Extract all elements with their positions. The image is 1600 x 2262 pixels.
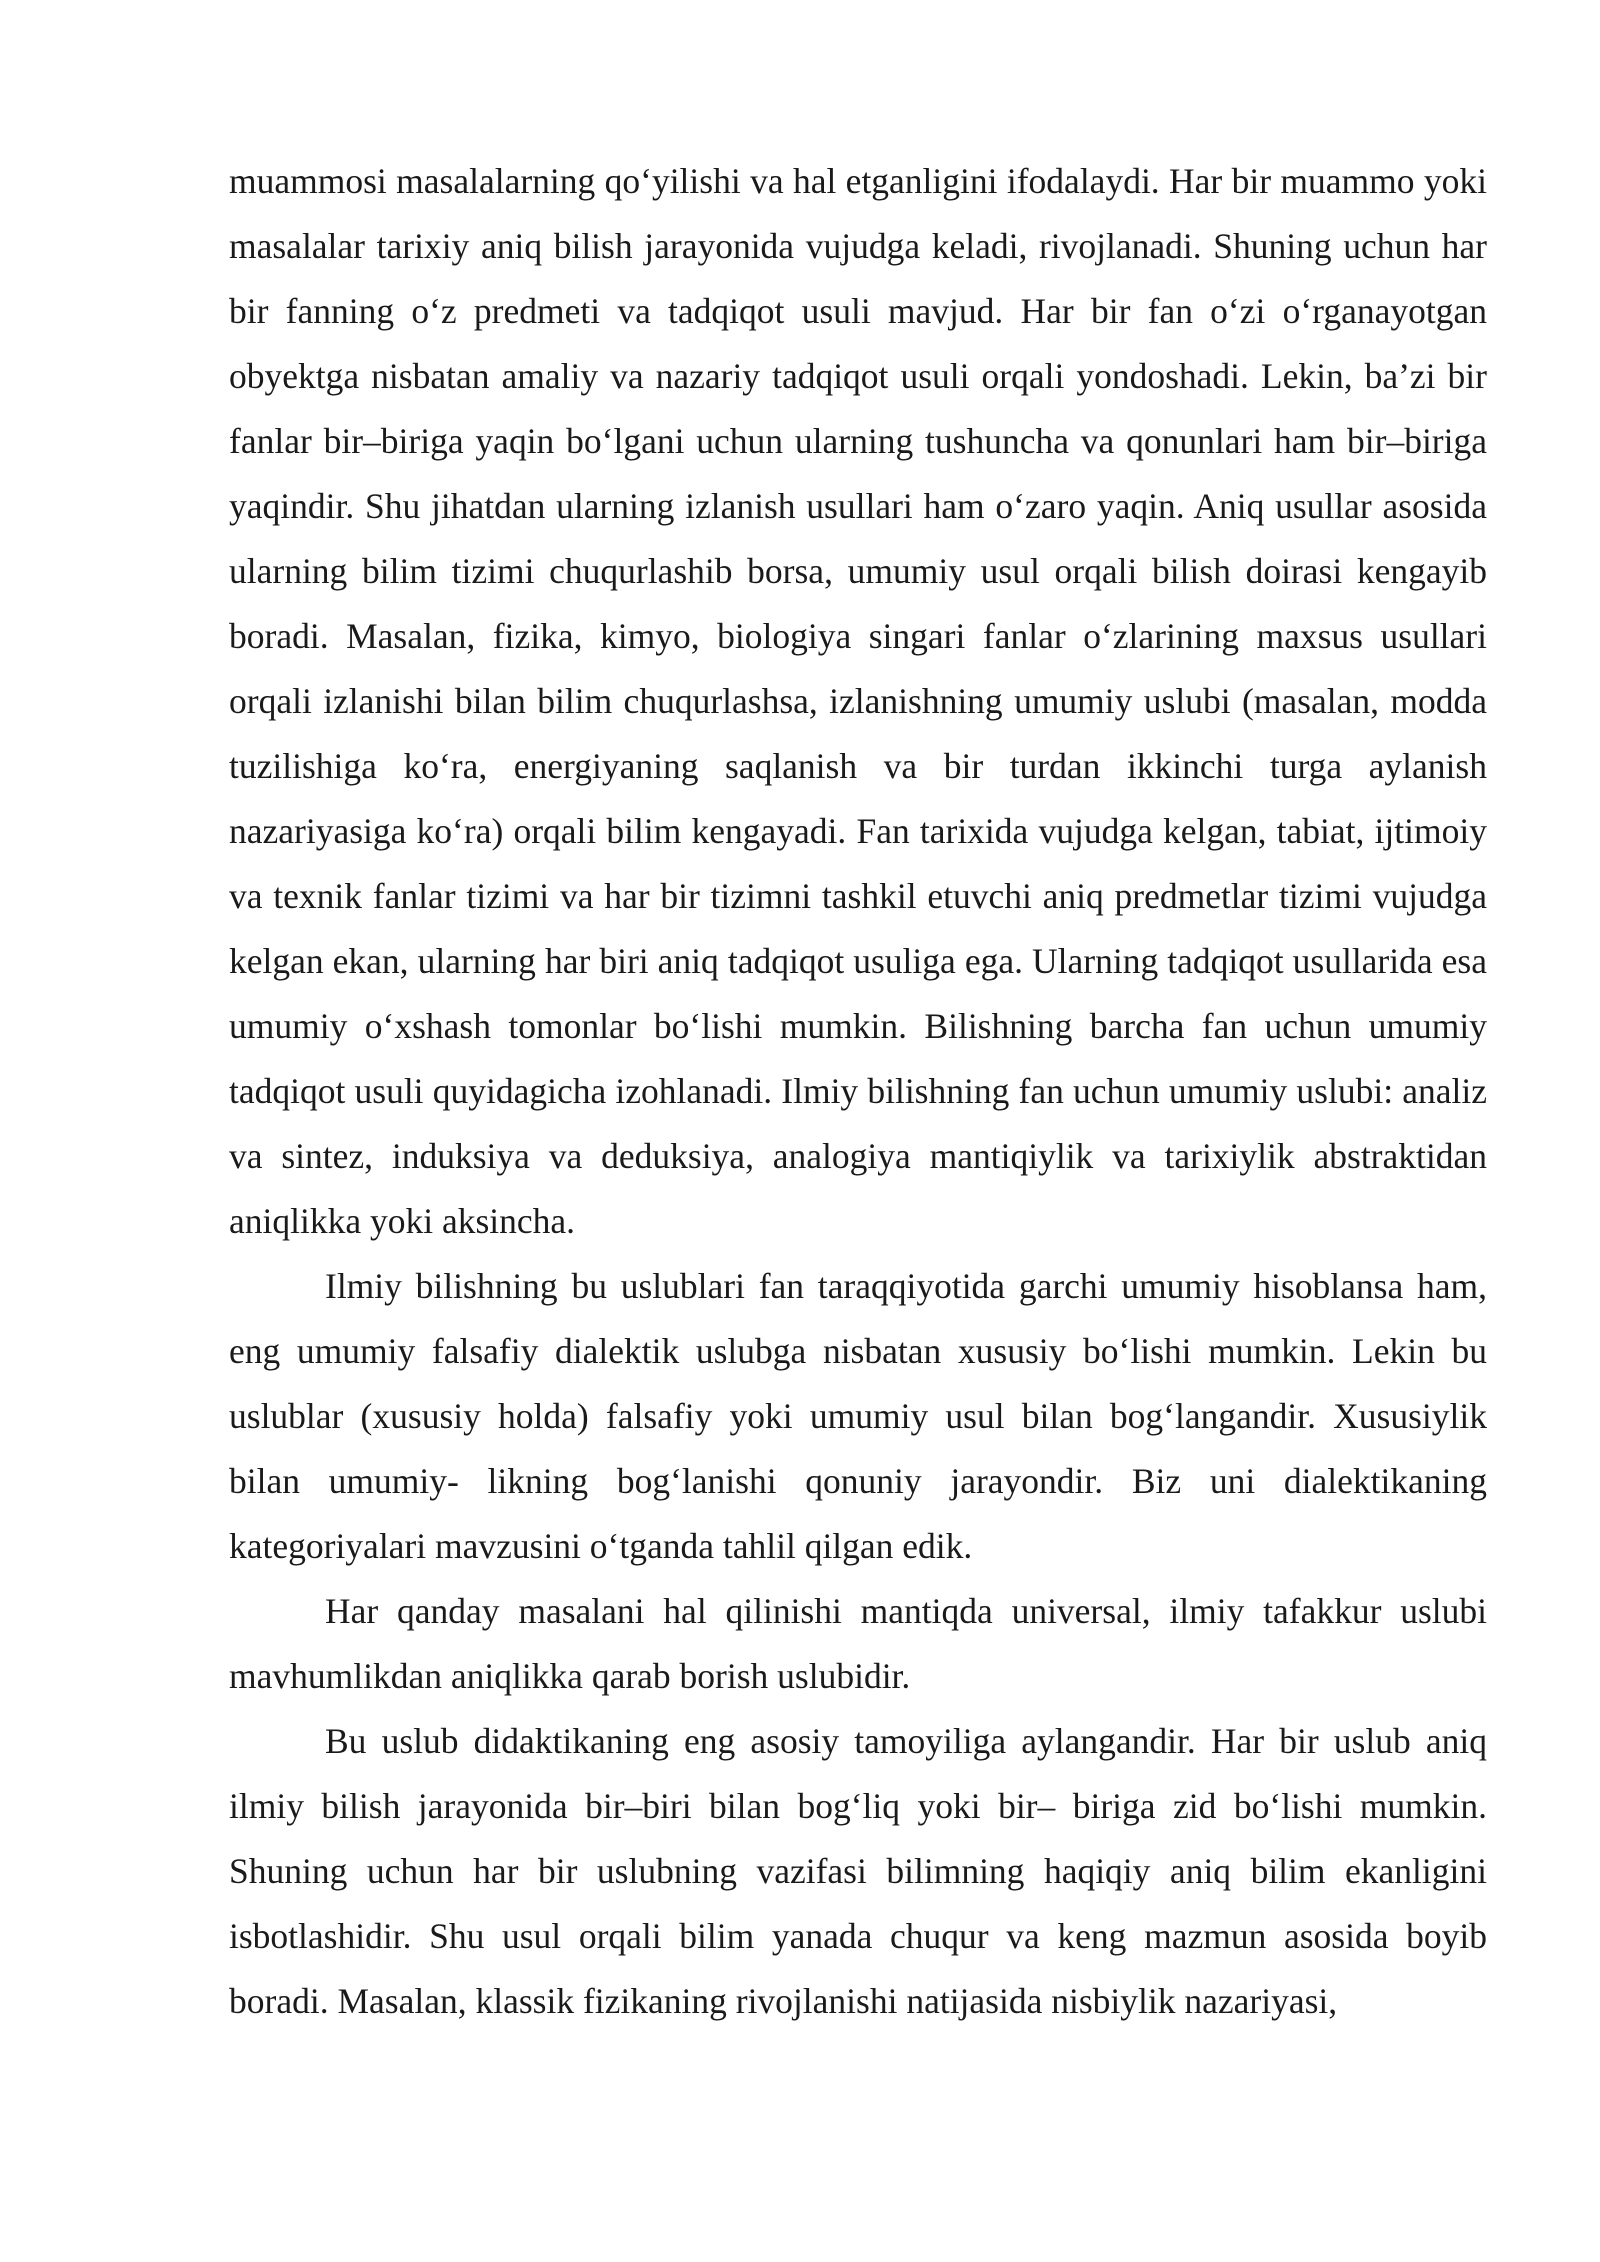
paragraph-continuation: muammosi masalalarning qo‘yilishi va hal etganligini ifodalaydi. Har bir muammo yoki masalalar tarixiy aniq bilish jarayonida vujudga keladi, rivojlanadi. Shuning uchun har bir fanning o‘z predmeti va tadqiqot usuli mavjud. Har bir fan o‘zi o‘rganayotgan obyektga nisbatan amaliy va nazariy tadqiqot usuli orqali yondoshadi. Lekin, ba’zi bir fanlar bir–biriga yaqin bo‘lgani uchun ularning tushuncha va qonunlari ham bir–biriga yaqindir. Shu jihatdan ularning izlanish usullari ham o‘zaro yaqin. Aniq usullar asosida ularning bilim tizimi chuqurlashib borsa, umumiy usul orqali bilish doirasi kengayib boradi. Masalan, fizika, kimyo, biologiya singari fanlar o‘zlarining maxsus usullari orqali izlanishi bilan bilim chuqurlashsa, izlanishning umumiy uslubi (masalan, modda tuzilishiga ko‘ra, energiyaning saqlanish va bir turdan ikkinchi turga aylanish nazariyasiga ko‘ra) orqali bilim kengayadi. Fan tarixida vujudga kelgan, tabiat, ijtimoiy va texnik fanlar tizimi va har bir tizimni tashkil etuvchi aniq predmetlar tizimi vujudga kelgan ekan, ularning har biri aniq tadqiqot usuliga ega. Ularning tadqiqot usullarida esa umumiy o‘xshash tomonlar bo‘lishi mumkin. Bilishning barcha fan uchun umumiy tadqiqot usuli quyidagicha izohlanadi. Ilmiy bilishning fan uchun umumiy uslubi: analiz va sintez, induksiya va deduksiya, analogiya mantiqiylik va tarixiylik abstraktidan aniqlikka yoki aksincha. [229,161,1487,1241]
paragraph-uslublar: Ilmiy bilishning bu uslublari fan taraqqiyotida garchi umumiy hisoblansa ham, eng umumiy falsafiy dialektik uslubga nisbatan xususiy bo‘lishi mumkin. Lekin bu uslublar (xususiy holda) falsafiy yoki umumiy usul bilan bog‘langandir. Xususiylik bilan umumiy- likning bog‘lanishi qonuniy jarayondir. Biz uni dialektikaning kategoriyalari mavzusini o‘tganda tahlil qilgan edik. [229,1266,1487,1566]
document-body [229,149,1487,2034]
paragraph-didaktika: Bu uslub didaktikaning eng asosiy tamoyiliga aylangandir. Har bir uslub aniq ilmiy bilish jarayonida bir–biri bilan bog‘liq yoki bir– biriga zid bo‘lishi mumkin. Shuning uchun har bir uslubning vazifasi bilimning haqiqiy aniq bilim ekanligini isbotlashidir. Shu usul orqali bilim yanada chuqur va keng mazmun asosida boyib boradi. Masalan, klassik fizikaning rivojlanishi natijasida nisbiylik nazariyasi, [229,1721,1487,2021]
paragraph-masalani-hal: Har qanday masalani hal qilinishi mantiqda universal, ilmiy tafakkur uslubi mavhumlikdan aniqlikka qarab borish uslubidir. [229,1591,1487,1696]
